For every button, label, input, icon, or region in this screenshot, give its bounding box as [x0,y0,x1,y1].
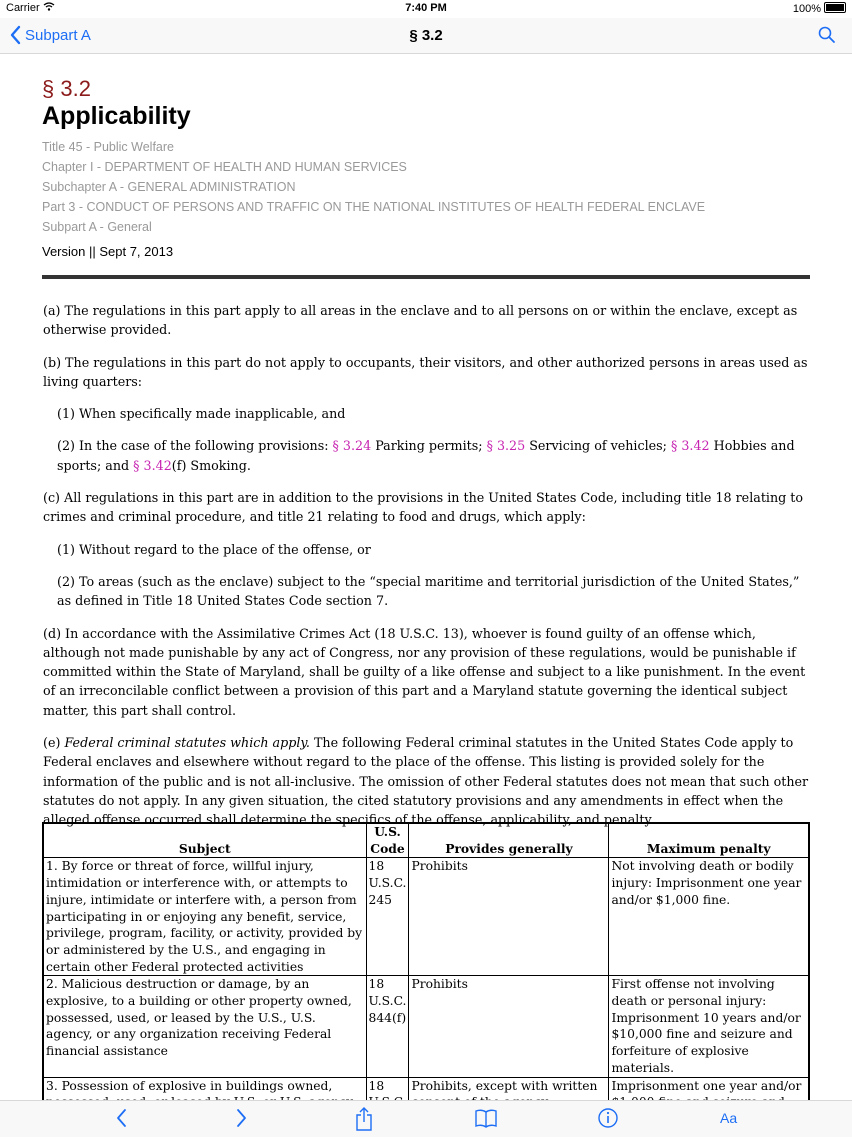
previous-section-button[interactable] [114,1106,128,1135]
back-label: Subpart A [25,26,91,44]
breadcrumb-title: Title 45 - Public Welfare [42,140,174,154]
table-row [43,976,809,1077]
battery-indicator: 100% [793,2,846,15]
divider [42,275,810,279]
share-button[interactable] [354,1106,374,1137]
breadcrumb-subchapter: Subchapter A - GENERAL ADMINISTRATION [42,180,296,194]
table-cell: Prohibits [409,858,609,976]
bookmarks-button[interactable] [474,1106,498,1135]
chevron-left-icon [114,1106,128,1130]
search-icon [818,26,836,44]
search-button[interactable] [818,26,836,49]
next-section-button[interactable] [235,1106,249,1135]
table-cell: 2. Malicious destruction or damage, by an explosive, to a building or other property owned, possessed, used, or leased by the U.S., U.S. agency, or any organization receiving Federal financial assistance [43,976,366,1077]
table-cell: 1. By force or threat of force, willful injury, intimidation or interference with, or attempts to injure, intimidate or interfere with, a person from participating in or enjoying any benefit, service, privilege, program, facility, or activity, provided by or administered by the U.S., and engaging in certain other Federal protected activities [43,858,366,976]
table-cell: 3. Possession of explosive in buildings owned, [43,1077,366,1112]
link-3-25[interactable]: § 3.25 [486,438,526,454]
table-cell: 18 U.S.C. 844(f) [366,976,409,1077]
table-cell: First offense not involving death or personal injury: Imprisonment 10 years and/or $10,000 fine and seizure and forfeiture of explosive materials. [609,976,809,1077]
paragraph-e: (e) Federal criminal statutes which apply. The following Federal criminal statutes in the United States Code apply to Federal enclaves and elsewhere without regard to the place of the offense. This listing is provided solely for the information of the public and is not all-inclusive. The omission of other Federal statutes does not mean that such other statutes do not apply. In any given situation, the cited statutory provisions and any amendments in effect when the alleged offense occurred shall determine the specifics of the offense, applicability, and penalty. [43,735,809,828]
version-label: Version || Sept 7, 2013 [42,244,174,259]
column-header: U.S. Code [366,823,409,858]
breadcrumb-part: Part 3 - CONDUCT OF PERSONS AND TRAFFIC ON THE NATIONAL INSTITUTES OF HEALTH FEDERAL ENCLAVE [42,200,706,214]
paragraph-c: (c) All regulations in this part are in addition to the provisions in the United States Code, including title 18 relating to crimes and criminal procedure, and title 21 relating to food and drugs, which apply: [43,490,804,525]
table-cell: Prohibits, except with written [409,1077,609,1112]
table-cell: Not involving death or bodily injury: Imprisonment one year and/or $1,000 fine. [609,858,809,976]
breadcrumb-subpart: Subpart A - General [42,220,152,234]
regulation-text [43,301,813,843]
paragraph-a: (a) The regulations in this part apply to all areas in the enclave and to all persons on or within the enclave, except as otherwise provided. [43,303,798,338]
table-cell: 18 [366,1077,409,1112]
book-icon [474,1106,498,1130]
paragraph-c1: (1) Without regard to the place of the offense, or [57,541,371,557]
link-3-42[interactable]: § 3.42 [670,438,710,454]
info-button[interactable] [597,1106,619,1135]
bottom-toolbar [0,1100,852,1137]
table-row [43,858,809,976]
clock: 7:40 PM [405,2,447,14]
carrier-label: Carrier [6,2,55,14]
page-title: § 3.2 [409,27,443,44]
column-header: Maximum penalty [609,823,809,858]
paragraph-b1: (1) When specifically made inapplicable, and [57,406,346,422]
chevron-right-icon [235,1106,249,1130]
table-cell: 18 U.S.C. 245 [366,858,409,976]
share-icon [354,1106,374,1132]
navigation-bar [0,18,852,54]
paragraph-b: (b) The regulations in this part do not apply to occupants, their visitors, and other authorized persons in areas used as living quarters: [43,354,808,389]
table-header-row [43,823,809,858]
font-size-button[interactable]: Aa [720,1110,738,1126]
column-header: Provides generally [409,823,609,858]
breadcrumb-chapter: Chapter I - DEPARTMENT OF HEALTH AND HUMAN SERVICES [42,160,407,174]
link-3-42-f[interactable]: § 3.42 [133,457,172,473]
paragraph-c2: (2) To areas (such as the enclave) subject to the “special maritime and territorial jurisdiction of the United States,” as defined in Title 18 United States Code section 7. [57,573,800,609]
link-3-24[interactable]: § 3.24 [332,438,372,454]
battery-icon [824,2,846,13]
document-view[interactable] [0,54,852,1100]
section-heading: Applicability [42,102,191,130]
paragraph-d: (d) In accordance with the Assimilative Crimes Act (18 U.S.C. 13), whoever is found guilty of an offense which, although not made punishable by any act of Congress, nor any provision of these regulations, would be punishable if committed within the State of Maryland, shall be guilty of a like offense and subject to a like punishment. In the event of an irreconcilable conflict between a provision of this part and a Maryland statute governing the identical subject matter, this part shall control. [43,625,806,718]
statutes-table [42,822,810,1113]
info-icon [597,1106,619,1130]
column-header: Subject [43,823,366,858]
table-cell: Imprisonment one year and/or [609,1077,809,1112]
status-bar [0,0,852,18]
table-cell: Prohibits [409,976,609,1077]
paragraph-b2: (2) In the case of the following provisions: § 3.24 Parking permits; § 3.25 Servicing of vehicles; § 3.42 Hobbies and sports; and § 3.42(f) Smoking. [57,438,795,473]
section-number: § 3.2 [42,76,91,101]
